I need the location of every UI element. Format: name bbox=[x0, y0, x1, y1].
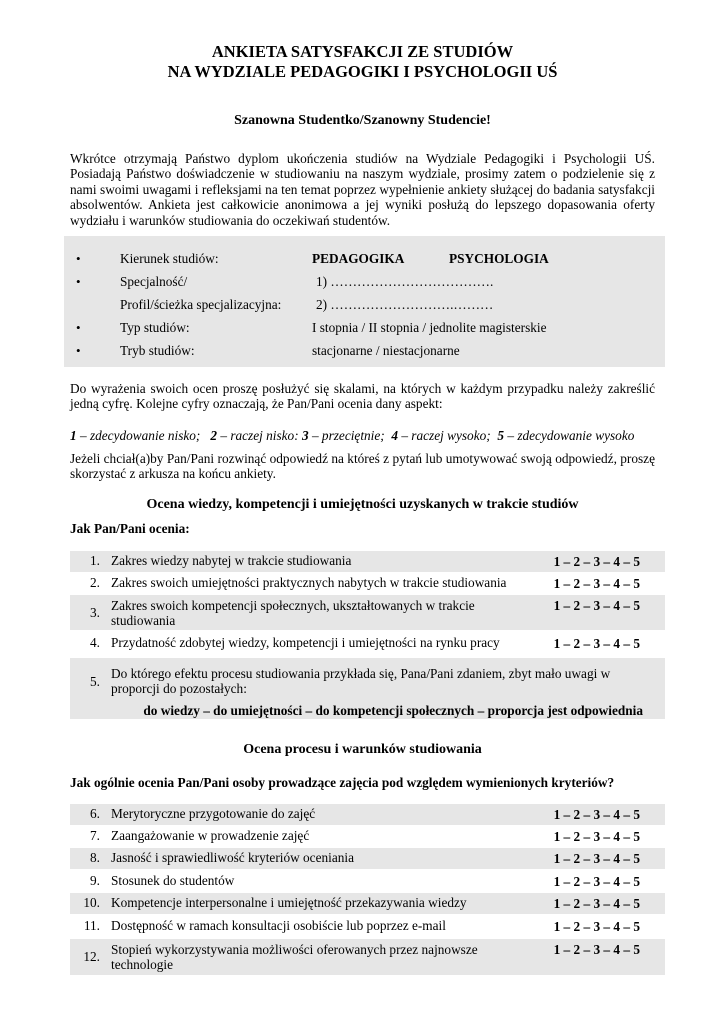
scale-num: 1 bbox=[70, 428, 77, 443]
question-number: 3. bbox=[90, 605, 100, 620]
survey-title-line1: ANKIETA SATYSFAKCJI ZE STUDIÓW bbox=[211, 42, 514, 61]
question-row bbox=[70, 916, 665, 937]
rating-scale[interactable]: 1 – 2 – 3 – 4 – 5 bbox=[553, 874, 640, 889]
question-number: 2. bbox=[90, 575, 100, 590]
question-text: Przydatność zdobytej wiedzy, kompetencji i umiejętności na rynku pracy bbox=[111, 635, 500, 650]
question-number: 9. bbox=[90, 873, 100, 888]
specjalnosc-field-2[interactable]: 2) ……………………….……… bbox=[316, 297, 494, 312]
question-text: Dostępność w ramach konsultacji osobiście lub poprzez e-mail bbox=[111, 918, 446, 933]
greeting: Szanowna Studentko/Szanowny Studencie! bbox=[234, 113, 491, 128]
rating-scale[interactable]: 1 – 2 – 3 – 4 – 5 bbox=[553, 851, 640, 866]
question-row bbox=[70, 939, 665, 975]
scale-label: – raczej wysoko; bbox=[398, 428, 491, 443]
question-row bbox=[70, 871, 665, 892]
rating-scale[interactable]: 1 – 2 – 3 – 4 – 5 bbox=[553, 896, 640, 911]
tryb-label: Tryb studiów: bbox=[120, 343, 195, 358]
scale-num: 5 bbox=[497, 428, 505, 443]
question-row bbox=[70, 848, 665, 869]
question-number: 10. bbox=[83, 895, 100, 910]
question-text: Stopień wykorzystywania możliwości oferowanych przez najnowsze technologie bbox=[111, 942, 478, 972]
section2-question: Jak ogólnie ocenia Pan/Pani osoby prowadzące zajęcia pod względem wymienionych kryteriów? bbox=[70, 775, 615, 790]
question-number: 1. bbox=[90, 553, 100, 568]
question-number: 5. bbox=[90, 674, 100, 689]
question-number: 12. bbox=[83, 949, 100, 964]
question-text: Merytoryczne przygotowanie do zajęć bbox=[111, 806, 316, 821]
tryb-options[interactable]: stacjonarne / niestacjonarne bbox=[312, 343, 460, 358]
comment-note: Jeżeli chciał(a)by Pan/Pani rozwinąć odpowiedź na któreś z pytań lub umotywować swoją odpowiedź, proszę skorzystać z arkusza na końcu ankiety. bbox=[70, 451, 655, 482]
effect-options[interactable]: do wiedzy – do umiejętności – do kompetencji społecznych – proporcja jest odpowiednia bbox=[143, 703, 643, 718]
question-row bbox=[70, 804, 665, 825]
question-row bbox=[70, 551, 665, 572]
question-text: Do którego efektu procesu studiowania przykłada się, Pana/Pani zdaniem, zbyt mało uwagi w proporcji do pozostałych: bbox=[111, 666, 611, 696]
kierunek-label: Kierunek studiów: bbox=[120, 251, 219, 266]
question-text: Stosunek do studentów bbox=[111, 873, 235, 888]
question-text: Jasność i sprawiedliwość kryteriów oceniania bbox=[111, 850, 354, 865]
section2-title: Ocena procesu i warunków studiowania bbox=[243, 742, 482, 757]
question-number: 11. bbox=[83, 918, 100, 933]
question-row bbox=[70, 826, 665, 847]
scale-num: 4 bbox=[391, 428, 398, 443]
question-row-5 bbox=[70, 658, 665, 719]
kierunek-option-psychologia[interactable]: PSYCHOLOGIA bbox=[449, 251, 549, 266]
rating-scale[interactable]: 1 – 2 – 3 – 4 – 5 bbox=[553, 829, 640, 844]
question-row bbox=[70, 632, 665, 654]
scale-legend bbox=[70, 428, 634, 444]
typ-options[interactable]: I stopnia / II stopnia / jednolite magisterskie bbox=[312, 320, 547, 335]
rating-scale[interactable]: 1 – 2 – 3 – 4 – 5 bbox=[553, 598, 640, 613]
rating-scale[interactable]: 1 – 2 – 3 – 4 – 5 bbox=[553, 576, 640, 591]
rating-scale[interactable]: 1 – 2 – 3 – 4 – 5 bbox=[553, 636, 640, 651]
question-number: 4. bbox=[90, 635, 100, 650]
rating-scale[interactable]: 1 – 2 – 3 – 4 – 5 bbox=[553, 807, 640, 822]
kierunek-option-pedagogika[interactable]: PEDAGOGIKA bbox=[312, 251, 405, 266]
question-row bbox=[70, 595, 665, 630]
rating-scale[interactable]: 1 – 2 – 3 – 4 – 5 bbox=[553, 919, 640, 934]
specjalnosc-field-1[interactable]: 1) ………………………………. bbox=[316, 274, 494, 289]
scale-label: – przeciętnie; bbox=[308, 428, 385, 443]
scale-label: – raczej nisko: bbox=[217, 428, 299, 443]
scale-num: 3 bbox=[301, 428, 309, 443]
typ-label: Typ studiów: bbox=[120, 320, 190, 335]
question-text: Zakres swoich kompetencji społecznych, ukształtowanych w trakcie studiowania bbox=[111, 598, 475, 628]
bullet-icon: • bbox=[76, 343, 81, 358]
question-text: Zakres wiedzy nabytej w trakcie studiowania bbox=[111, 553, 352, 568]
intro-paragraph: Wkrótce otrzymają Państwo dyplom ukończenia studiów na Wydziale Pedagogiki i Psychologii UŚ. Posiadają Państwo doświadczenie w studiowaniu na naszym wydziale, prosimy zatem o podzielenie się z nami swoimi uwagami i refleksjami na ten temat poprzez wypełnienie ankiety służącej do badania satysfakcji absolwentów. Ankieta jest całkowicie anonimowa a jej wyniki posłużą do lepszego dopasowania oferty wydziału i warunków studiowania do oczekiwań studentów. bbox=[70, 151, 655, 228]
question-number: 8. bbox=[90, 850, 100, 865]
survey-title-line2: NA WYDZIALE PEDAGOGIKI I PSYCHOLOGII UŚ bbox=[167, 62, 558, 81]
rating-scale[interactable]: 1 – 2 – 3 – 4 – 5 bbox=[553, 942, 640, 957]
scale-label: – zdecydowanie nisko; bbox=[76, 428, 201, 443]
question-text: Zaangażowanie w prowadzenie zajęć bbox=[111, 828, 310, 843]
question-number: 6. bbox=[90, 806, 100, 821]
specjalnosc-label: Specjalność/ bbox=[120, 274, 188, 289]
rating-scale[interactable]: 1 – 2 – 3 – 4 – 5 bbox=[553, 554, 640, 569]
question-text: Zakres swoich umiejętności praktycznych nabytych w trakcie studiowania bbox=[111, 575, 507, 590]
question-text: Kompetencje interpersonalne i umiejętność przekazywania wiedzy bbox=[111, 895, 467, 910]
question-row bbox=[70, 573, 665, 594]
scale-num: 2 bbox=[210, 428, 218, 443]
section1-title: Ocena wiedzy, kompetencji i umiejętności uzyskanych w trakcie studiów bbox=[146, 497, 579, 512]
section1-question: Jak Pan/Pani ocenia: bbox=[70, 521, 190, 536]
profil-label: Profil/ścieżka specjalizacyjna: bbox=[120, 297, 282, 312]
question-number: 7. bbox=[90, 828, 100, 843]
bullet-icon: • bbox=[76, 320, 81, 335]
scale-label: – zdecydowanie wysoko bbox=[504, 428, 635, 443]
bullet-icon: • bbox=[76, 274, 81, 289]
scale-intro: Do wyrażenia swoich ocen proszę posłużyć się skalami, na których w każdym przypadku należy zakreślić jedną cyfrę. Kolejne cyfry oznaczają, że Pan/Pani ocenia dany aspekt: bbox=[70, 381, 655, 412]
bullet-icon: • bbox=[76, 251, 81, 266]
question-row bbox=[70, 893, 665, 914]
